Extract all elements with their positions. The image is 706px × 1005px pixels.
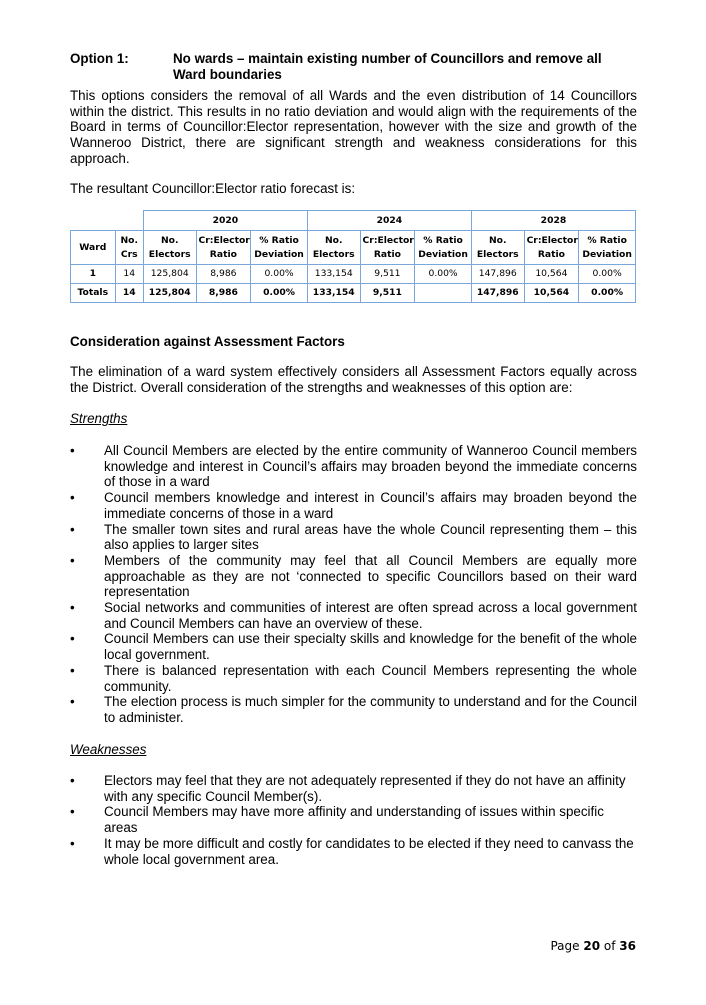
column-header: Cr:Elector Ratio (524, 231, 579, 265)
bullet-icon: • (70, 835, 75, 851)
list-item-text: Council members knowledge and interest in Council’s affairs may broaden beyond the immediate concerns of those in a ward (104, 490, 637, 521)
column-header: No. Crs (115, 231, 143, 265)
column-header: Cr:Elector Ratio (196, 231, 251, 265)
list-item (70, 663, 637, 694)
table-cell (415, 284, 472, 303)
list-item (70, 804, 637, 835)
table-cell: 0.00% (579, 265, 636, 284)
bullet-icon: • (70, 662, 75, 678)
column-header: Ward (71, 231, 116, 265)
table-cell: 14 (115, 284, 143, 303)
table-cell: 0.00% (251, 265, 308, 284)
table-totals-row (71, 284, 636, 303)
elimination-paragraph: The elimination of a ward system effectively considers all Assessment Factors equally across the District. Overall consideration of the strengths and weaknesses of this option are: (70, 364, 637, 395)
page-word: Page (550, 939, 580, 953)
list-item (70, 631, 637, 662)
of-word: of (603, 939, 616, 953)
table-cell: 125,804 (143, 265, 196, 284)
table-cell: 9,511 (360, 284, 415, 303)
strengths-list (70, 443, 637, 726)
ratio-forecast-table (70, 210, 636, 303)
table-cell: 10,564 (524, 265, 579, 284)
bullet-icon: • (70, 694, 75, 710)
page-footer (550, 939, 636, 953)
table-header-row (71, 231, 636, 265)
current-page-number: 20 (583, 939, 601, 953)
list-item (70, 600, 637, 631)
table-cell: 8,986 (196, 284, 251, 303)
consideration-heading: Consideration against Assessment Factors (70, 334, 345, 349)
list-item-text: The election process is much simpler for the community to understand and for the Council to administer. (104, 694, 637, 725)
strengths-heading: Strengths (70, 411, 128, 426)
table-row (71, 265, 636, 284)
bullet-icon: • (70, 552, 75, 568)
bullet-icon: • (70, 804, 75, 820)
bullet-icon: • (70, 443, 75, 458)
list-item (70, 553, 637, 600)
table-cell: 0.00% (579, 284, 636, 303)
column-header: % Ratio Deviation (251, 231, 308, 265)
table-cell: 0.00% (415, 265, 472, 284)
intro-paragraph: This options considers the removal of all Wards and the even distribution of 14 Councillors within the district. This results in no ratio deviation and would align with the requirements of the Board in terms of Councillor:Elector representation, however with the size and growth of the Wanneroo District, there are significant strength and weakness considerations for this approach. (70, 88, 637, 166)
list-item (70, 490, 637, 521)
table-cell: 0.00% (251, 284, 308, 303)
table-cell: 125,804 (143, 284, 196, 303)
column-header: % Ratio Deviation (579, 231, 636, 265)
list-item (70, 836, 637, 867)
table-cell: Totals (71, 284, 116, 303)
column-header: Cr:Elector Ratio (360, 231, 415, 265)
list-item-text: Council Members may have more affinity and understanding of issues within specific areas (104, 804, 604, 836)
bullet-icon: • (70, 490, 75, 506)
bullet-icon: • (70, 631, 75, 647)
bullet-icon: • (70, 773, 75, 788)
table-cell: 147,896 (471, 265, 524, 284)
table-cell: 10,564 (524, 284, 579, 303)
forecast-paragraph: The resultant Councillor:Elector ratio forecast is: (70, 181, 356, 196)
table-cell: 14 (115, 265, 143, 284)
list-item-text: It may be more difficult and costly for candidates to be elected if they need to canvass the whole local government area. (104, 835, 634, 867)
bullet-icon: • (70, 600, 75, 616)
table-cell: 133,154 (307, 284, 360, 303)
column-header: No. Electors (471, 231, 524, 265)
table-cell: 133,154 (307, 265, 360, 284)
list-item-text: Council Members can use their specialty skills and knowledge for the benefit of the whole local government. (104, 631, 637, 663)
list-item-text: Social networks and communities of interest are often spread across a local government and Council Members can have an overview of these. (104, 600, 637, 631)
option-label: Option 1: (70, 51, 129, 66)
year-header: 2024 (307, 211, 471, 231)
table-blank-cell (71, 211, 144, 231)
total-pages: 36 (619, 939, 636, 953)
weaknesses-heading: Weaknesses (70, 742, 147, 757)
column-header: No. Electors (307, 231, 360, 265)
weaknesses-list (70, 773, 637, 867)
table-year-row (71, 211, 636, 231)
year-header: 2028 (471, 211, 635, 231)
list-item-text: There is balanced representation with each Council Members representing the whole community. (104, 662, 637, 694)
list-item (70, 773, 637, 804)
list-item-text: Members of the community may feel that all Council Members are equally more approachable as they are not ‘connected to specific Councillors based on their ward representation (104, 552, 637, 600)
list-item (70, 443, 637, 490)
table-cell: 1 (71, 265, 116, 284)
table-cell: 147,896 (471, 284, 524, 303)
table-cell: 9,511 (360, 265, 415, 284)
list-item-text: The smaller town sites and rural areas have the whole Council representing them – this also applies to larger sites (104, 521, 637, 553)
bullet-icon: • (70, 521, 75, 537)
list-item-text: Electors may feel that they are not adequately represented if they do not have an affinity with any specific Council Member(s). (104, 773, 626, 804)
option-title: No wards – maintain existing number of Councillors and remove all Ward boundaries (173, 51, 602, 82)
list-item (70, 522, 637, 553)
column-header: No. Electors (143, 231, 196, 265)
table-cell: 8,986 (196, 265, 251, 284)
list-item-text: All Council Members are elected by the entire community of Wanneroo Council members knowledge and interest in Council’s affairs may broaden beyond the immediate concerns of those in a ward (104, 443, 637, 490)
list-item (70, 694, 637, 725)
year-header: 2020 (143, 211, 307, 231)
column-header: % Ratio Deviation (415, 231, 472, 265)
